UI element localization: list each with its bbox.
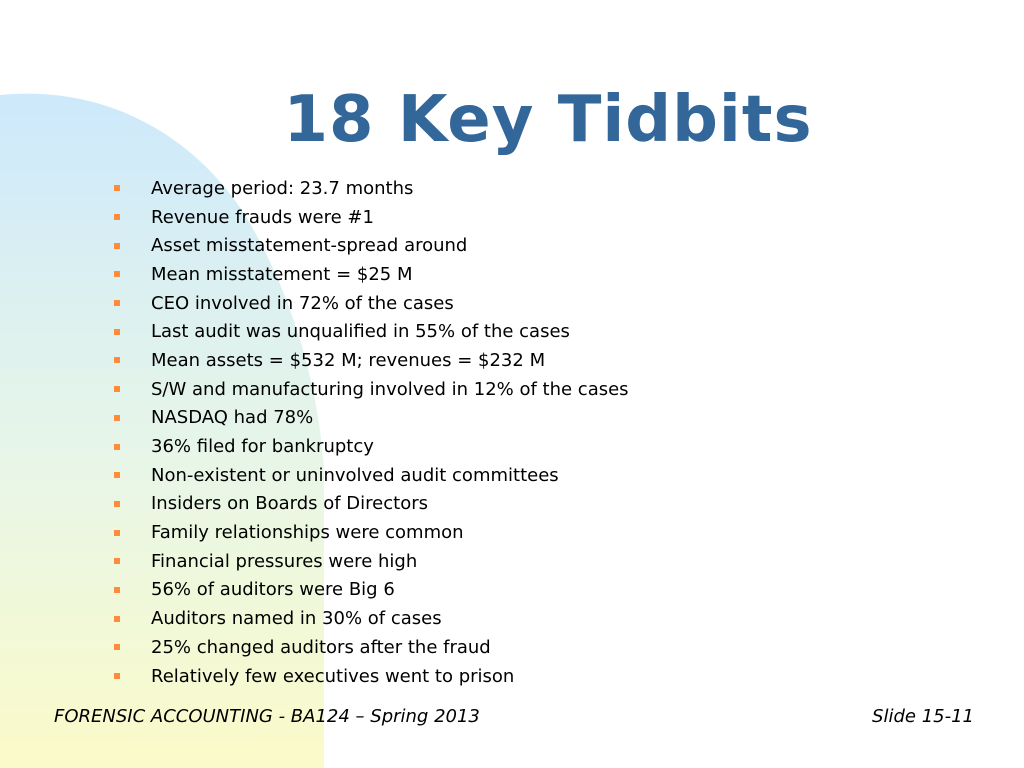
bullet-text: S/W and manufacturing involved in 12% of the cases bbox=[151, 378, 629, 400]
square-bullet-icon bbox=[114, 329, 120, 335]
bullet-text: 25% changed auditors after the fraud bbox=[151, 636, 491, 658]
bullet-text: Last audit was unqualified in 55% of the cases bbox=[151, 321, 570, 343]
bullet-item bbox=[110, 346, 629, 375]
bullet-text: 56% of auditors were Big 6 bbox=[151, 579, 395, 601]
bullet-text: Relatively few executives went to prison bbox=[151, 665, 515, 687]
bullet-text: Family relationships were common bbox=[151, 522, 464, 544]
square-bullet-icon bbox=[114, 444, 120, 450]
bullet-item bbox=[110, 375, 629, 404]
bullet-item bbox=[110, 203, 629, 232]
bullet-text: CEO involved in 72% of the cases bbox=[151, 292, 454, 314]
bullet-text: Auditors named in 30% of cases bbox=[151, 608, 442, 630]
bullet-item bbox=[110, 289, 629, 318]
bullet-list bbox=[110, 174, 629, 690]
square-bullet-icon bbox=[114, 558, 120, 564]
bullet-text: 36% filed for bankruptcy bbox=[151, 436, 374, 458]
square-bullet-icon bbox=[114, 300, 120, 306]
bullet-item bbox=[110, 547, 629, 576]
square-bullet-icon bbox=[114, 501, 120, 507]
square-bullet-icon bbox=[114, 472, 120, 478]
bullet-item bbox=[110, 461, 629, 490]
bullet-text: Mean misstatement = $25 M bbox=[151, 263, 413, 285]
square-bullet-icon bbox=[114, 386, 120, 392]
bullet-item bbox=[110, 260, 629, 289]
bullet-item bbox=[110, 633, 629, 662]
bullet-text: NASDAQ had 78% bbox=[151, 407, 314, 429]
footer-course: FORENSIC ACCOUNTING - BA124 – Spring 2013 bbox=[54, 706, 480, 727]
square-bullet-icon bbox=[114, 243, 120, 249]
bullet-item bbox=[110, 404, 629, 433]
bullet-item bbox=[110, 317, 629, 346]
bullet-item bbox=[110, 490, 629, 519]
bullet-item bbox=[110, 604, 629, 633]
bullet-item bbox=[110, 432, 629, 461]
square-bullet-icon bbox=[114, 673, 120, 679]
square-bullet-icon bbox=[114, 530, 120, 536]
bullet-text: Revenue frauds were #1 bbox=[151, 206, 374, 228]
bullet-item bbox=[110, 518, 629, 547]
bullet-text: Mean assets = $532 M; revenues = $232 M bbox=[151, 349, 546, 371]
bullet-text: Insiders on Boards of Directors bbox=[151, 493, 428, 515]
bullet-item bbox=[110, 662, 629, 691]
bullet-text: Asset misstatement-spread around bbox=[151, 235, 468, 257]
square-bullet-icon bbox=[114, 587, 120, 593]
bullet-item bbox=[110, 576, 629, 605]
square-bullet-icon bbox=[114, 271, 120, 277]
bullet-text: Average period: 23.7 months bbox=[151, 177, 414, 199]
square-bullet-icon bbox=[114, 616, 120, 622]
slide-title: 18 Key Tidbits bbox=[283, 83, 813, 157]
footer-slide-number: Slide 15-11 bbox=[872, 706, 974, 727]
square-bullet-icon bbox=[114, 415, 120, 421]
bullet-item bbox=[110, 231, 629, 260]
square-bullet-icon bbox=[114, 357, 120, 363]
bullet-text: Non-existent or uninvolved audit committees bbox=[151, 464, 559, 486]
bullet-item bbox=[110, 174, 629, 203]
bullet-text: Financial pressures were high bbox=[151, 550, 418, 572]
square-bullet-icon bbox=[114, 644, 120, 650]
square-bullet-icon bbox=[114, 214, 120, 220]
square-bullet-icon bbox=[114, 185, 120, 191]
